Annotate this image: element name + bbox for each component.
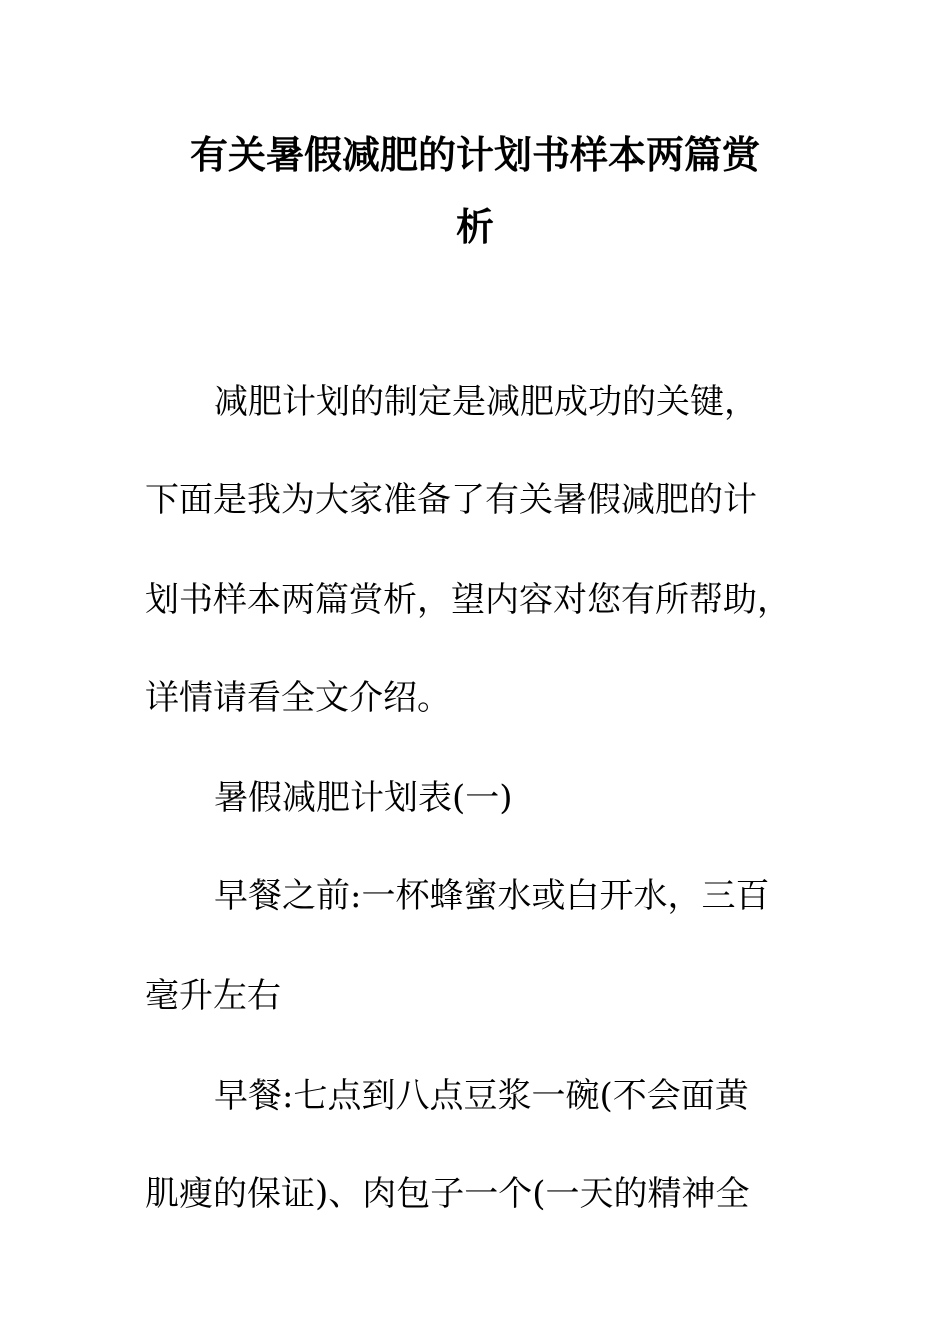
paragraph-intro-line-4: 详情请看全文介绍。	[145, 678, 451, 718]
paragraph-before-breakfast-line-1: 早餐之前:一杯蜂蜜水或白开水，三百	[214, 876, 770, 916]
paragraph-intro-line-1: 减肥计划的制定是减肥成功的关键，	[214, 382, 758, 422]
section-heading-plan-1: 暑假减肥计划表(一)	[214, 778, 513, 818]
document-title-line-2: 析	[455, 204, 494, 249]
paragraph-breakfast-line-1: 早餐:七点到八点豆浆一碗(不会面黄	[214, 1076, 749, 1116]
paragraph-before-breakfast-line-2: 毫升左右	[145, 976, 281, 1016]
paragraph-intro-line-3: 划书样本两篇赏析，望内容对您有所帮助，	[145, 580, 791, 620]
document-title-line-1: 有关暑假减肥的计划书样本两篇赏	[189, 132, 760, 177]
paragraph-breakfast-line-2: 肌瘦的保证)、肉包子一个(一天的精神全	[145, 1174, 750, 1214]
paragraph-intro-line-2: 下面是我为大家准备了有关暑假减肥的计	[145, 480, 757, 520]
